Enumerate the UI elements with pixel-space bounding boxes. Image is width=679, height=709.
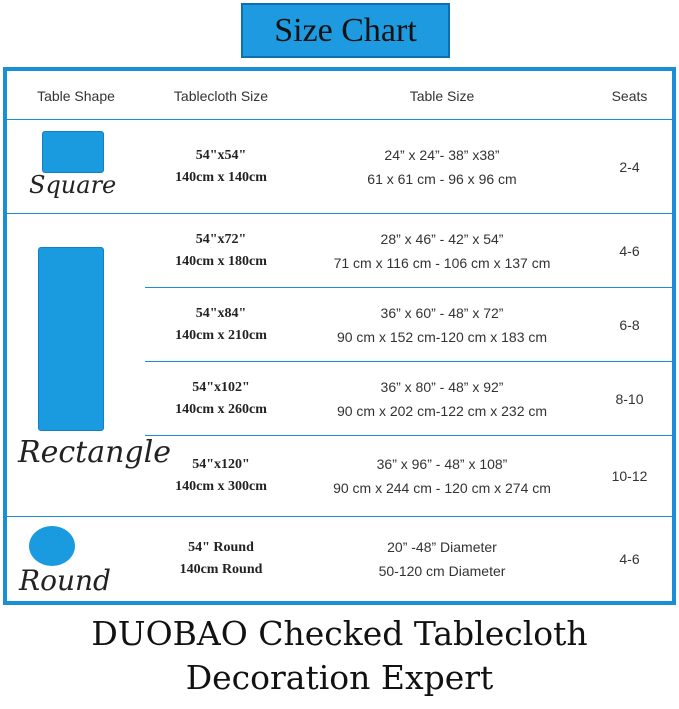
seats-cell: 8-10 [615, 390, 644, 407]
tablecloth-size-cell [145, 288, 297, 361]
table-size-inches: 24” x 24”- 38” x38” [384, 146, 500, 163]
tablecloth-size-cm: 140cm x 140cm [175, 169, 267, 185]
table-size-inches: 36” x 80” - 48” x 92” [380, 378, 504, 395]
table-size-cell [297, 362, 587, 435]
tablecloth-size-cm: 140cm x 180cm [175, 253, 267, 269]
header-table-shape: Table Shape [37, 88, 115, 104]
table-size-cm: 90 cm x 202 cm-122 cm x 232 cm [336, 402, 548, 419]
seats-cell: 6-8 [619, 316, 640, 333]
table-size-cell [297, 214, 587, 287]
footer-brand-line: DUOBAO Checked Tablecloth [91, 614, 588, 653]
table-size-cm: 71 cm x 116 cm - 106 cm x 137 cm [333, 254, 551, 271]
round-shape-icon [29, 526, 75, 566]
shape-label-square: Square [29, 171, 117, 199]
tablecloth-size-cm: 140cm x 210cm [175, 327, 267, 343]
footer-tagline: Decoration Expert [185, 658, 494, 697]
size-chart-table [3, 67, 676, 605]
tablecloth-size-inches: 54"x54" [195, 147, 247, 163]
shape-label-round: Round [19, 564, 111, 597]
table-size-cell [297, 436, 587, 516]
tablecloth-size-inches: 54"x72" [195, 231, 247, 247]
tablecloth-size-inches: 54"x120" [192, 457, 250, 472]
table-size-cell [297, 288, 587, 361]
tablecloth-size-cell [145, 436, 297, 516]
table-size-cm: 90 cm x 244 cm - 120 cm x 274 cm [333, 480, 551, 496]
table-size-cell [297, 120, 587, 213]
header-tablecloth-size: Tablecloth Size [173, 88, 269, 104]
header-seats: Seats [611, 88, 648, 104]
table-size-cell [297, 517, 587, 601]
tablecloth-size-cell [145, 214, 297, 287]
table-size-inches: 36” x 96” - 48” x 108” [376, 456, 508, 472]
tablecloth-size-cell [145, 517, 297, 601]
table-size-cm: 50-120 cm Diameter [378, 563, 506, 579]
tablecloth-size-inches: 54"x84" [195, 305, 247, 321]
tablecloth-size-cell [145, 120, 297, 213]
tablecloth-size-cm: 140cm x 300cm [175, 479, 267, 494]
size-chart-title: Size Chart [241, 3, 450, 58]
header-table-size: Table Size [409, 88, 475, 104]
table-size-inches: 28” x 46” - 42” x 54” [380, 230, 504, 247]
tablecloth-size-inches: 54" Round [188, 540, 254, 555]
table-size-cm: 61 x 61 cm - 96 x 96 cm [367, 170, 517, 187]
table-size-inches: 36” x 60” - 48” x 72” [380, 304, 504, 321]
square-shape-icon [42, 131, 104, 173]
table-size-inches: 20” -48” Diameter [387, 539, 497, 555]
tablecloth-size-cm: 140cm x 260cm [175, 401, 267, 417]
seats-cell: 4-6 [619, 551, 640, 567]
tablecloth-size-cell [145, 362, 297, 435]
rectangle-shape-icon [38, 247, 104, 431]
tablecloth-size-inches: 54"x102" [192, 379, 250, 395]
table-size-cm: 90 cm x 152 cm-120 cm x 183 cm [336, 328, 548, 345]
seats-cell: 10-12 [611, 468, 648, 484]
shape-label-rectangle: Rectangle [18, 435, 171, 470]
seats-cell: 4-6 [619, 242, 640, 259]
tablecloth-size-cm: 140cm Round [179, 562, 263, 577]
seats-cell: 2-4 [619, 158, 640, 175]
